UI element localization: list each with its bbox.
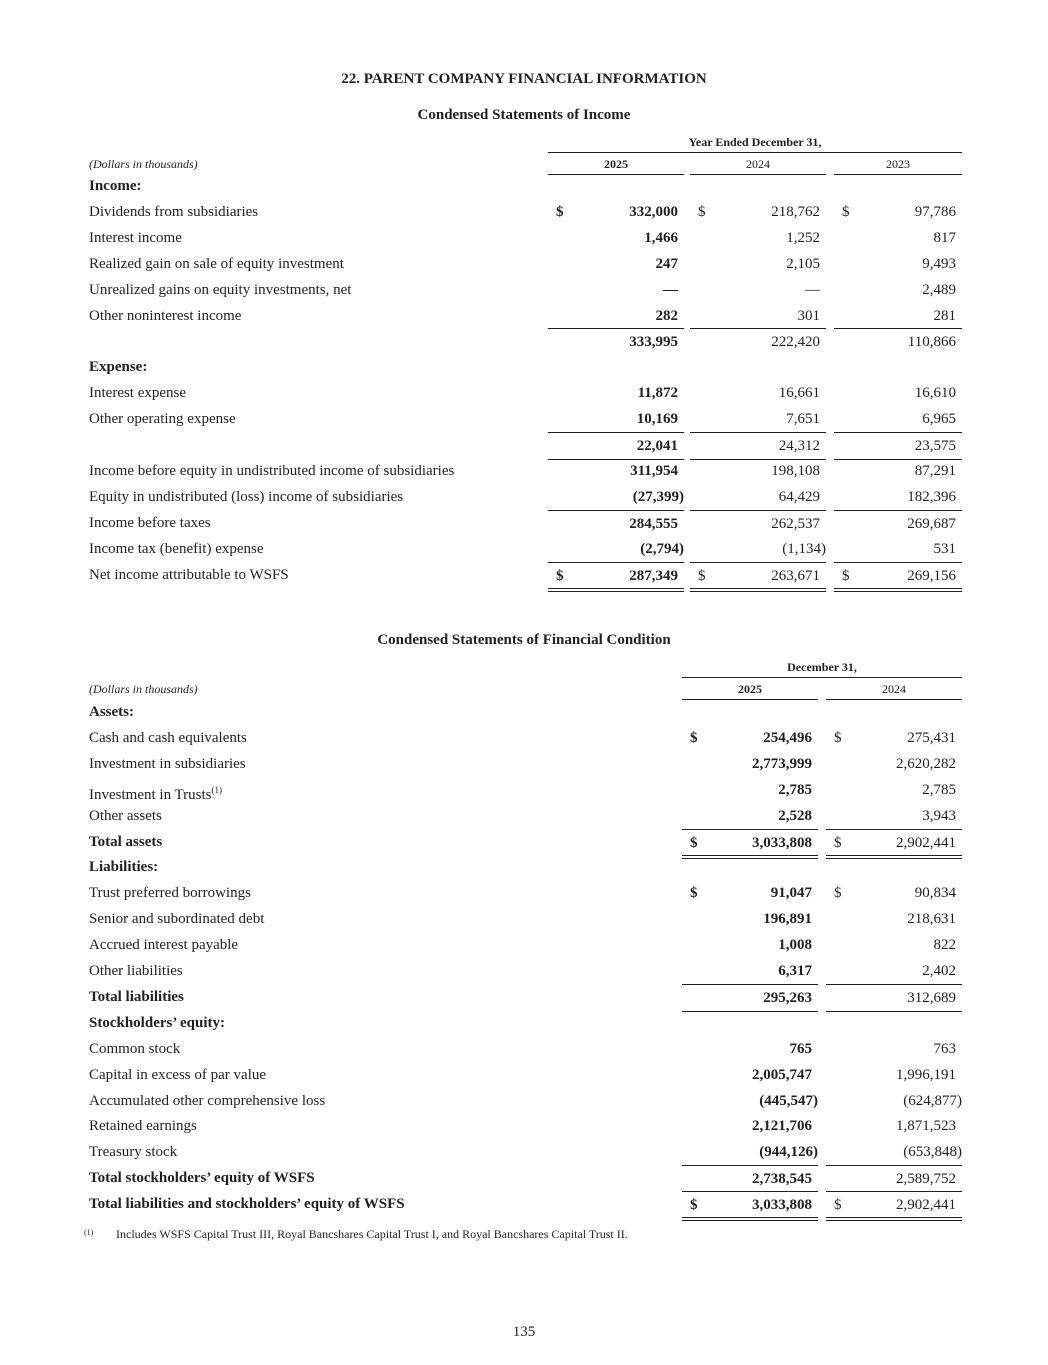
section-title: 22. PARENT COMPANY FINANCIAL INFORMATION [341,71,707,87]
cell-value: 2,589,752 [896,1171,956,1188]
cell-value: 2,005,747 [752,1066,812,1083]
cell-value: 218,762 [771,203,820,220]
income-units-label: (Dollars in thousands) [89,157,198,171]
row-label [89,699,134,725]
cell-value: 1,996,191 [896,1066,956,1083]
table-row [0,932,1048,958]
row-label [89,1113,197,1139]
condition-statement-title: Condensed Statements of Financial Condition [377,632,671,648]
cell-value: (27,399) [632,488,684,505]
row-label [89,880,251,906]
cell-value: 2,785 [778,781,812,798]
row-label [89,484,403,510]
row-label [89,958,183,984]
value-cell-2024 [826,777,962,803]
value-cell-2025 [548,277,684,303]
cell-value: 284,555 [629,515,678,532]
table-row [0,803,1048,829]
value-cell-2024 [690,484,826,510]
table-row [0,958,1048,984]
row-label-text: Income before equity in undistributed income of subsidiaries [89,462,455,479]
value-cell-2025 [548,225,684,251]
currency-symbol: $ [556,567,564,584]
cell-value: 6,965 [922,411,956,428]
cell-value: 7,651 [786,411,820,428]
footnote-text: Includes WSFS Capital Trust III, Royal Bancshares Capital Trust I, and Royal Bancshares Capital Trust II. [116,1227,628,1241]
currency-symbol: $ [834,834,842,851]
row-label [89,536,264,562]
table-row [0,1139,1048,1165]
cell-value: 218,631 [907,911,956,928]
value-cell-2023 [834,484,962,510]
income-statement-title: Condensed Statements of Income [417,107,631,123]
row-label-text: Realized gain on sale of equity investment [89,255,344,272]
value-cell-2023 [834,536,962,562]
table-row [0,303,1048,329]
income-year-2024: 2024 [746,157,770,171]
value-cell-2024 [826,751,962,777]
table-row [0,406,1048,432]
cell-value: 11,872 [637,385,678,402]
cell-value: 222,420 [771,334,820,351]
cell-value: 90,834 [914,885,956,902]
value-cell-2024 [690,303,826,329]
cell-value: 2,773,999 [752,755,812,772]
value-cell-2023 [834,328,962,354]
cell-value: 281 [933,307,956,324]
cell-value: 282 [655,307,678,324]
row-label-text: Income before taxes [89,514,211,531]
cell-value: 269,687 [907,515,956,532]
row-label-text: Cash and cash equivalents [89,729,247,746]
value-cell-2025 [682,1139,818,1165]
row-label [89,1036,180,1062]
cell-value: (1,134) [782,540,826,557]
value-cell-2024 [826,1191,962,1221]
value-cell-2025 [682,803,818,829]
cell-value: 822 [933,937,956,954]
row-label [89,251,344,277]
value-cell-2025 [682,906,818,932]
value-cell-2025 [682,1062,818,1088]
row-label-text: Investment in Trusts [89,786,212,803]
row-label-text: Assets: [89,704,134,720]
value-cell-2025 [548,406,684,432]
cell-value: 312,689 [907,989,956,1006]
cell-value: 531 [933,540,956,557]
value-cell-2024 [690,510,826,536]
row-label [89,458,454,484]
income-period-header: Year Ended December 31, [688,135,822,149]
value-cell-2025 [682,1165,818,1191]
cell-value: 64,429 [778,488,820,505]
cell-value: 1,008 [778,937,812,954]
cell-value: (2,794) [640,540,684,557]
condition-year-2024: 2024 [882,682,906,696]
row-label [89,225,182,251]
section-heading-row [0,1010,1048,1036]
row-label [89,751,246,777]
cell-value: 2,489 [922,281,956,298]
value-cell-2023 [834,277,962,303]
header-rule [682,677,962,678]
cell-value: (653,848) [903,1144,962,1161]
value-cell-2025 [548,251,684,277]
row-label [89,199,258,225]
value-cell-2024 [690,251,826,277]
value-cell-2024 [826,906,962,932]
table-row [0,432,1048,458]
value-cell-2025 [682,984,818,1012]
value-cell-2025 [682,932,818,958]
row-label-text: Other noninterest income [89,307,242,324]
section-heading-row [0,699,1048,725]
value-cell-2023 [834,303,962,329]
cell-value: 87,291 [914,462,956,479]
value-cell-2023 [834,510,962,536]
row-label [89,803,162,829]
value-cell-2024 [826,984,962,1012]
table-row [0,984,1048,1010]
row-label [89,380,186,406]
value-cell-2025 [682,777,818,803]
cell-value: 9,493 [922,255,956,272]
section-heading-row [0,854,1048,880]
cell-value: 1,871,523 [896,1118,956,1135]
table-row [0,1165,1048,1191]
table-row [0,277,1048,303]
value-cell-2023 [834,432,962,460]
value-cell-2024 [826,880,962,906]
value-cell-2023 [834,406,962,432]
section-heading-row [0,173,1048,199]
row-label [89,1139,177,1165]
value-cell-2024 [690,458,826,484]
income-year-2023: 2023 [886,157,910,171]
value-cell-2024 [690,225,826,251]
value-cell-2024 [690,406,826,432]
footnote-reference: (1) [211,784,223,795]
value-cell-2024 [826,958,962,984]
table-row [0,1113,1048,1139]
currency-symbol: $ [690,1197,698,1214]
table-row [0,380,1048,406]
value-cell-2024 [690,562,826,592]
value-cell-2025 [682,958,818,984]
row-label-text: Total assets [89,833,163,850]
row-label-text: Total stockholders’ equity of WSFS [89,1170,315,1187]
value-cell-2024 [826,1139,962,1165]
cell-value: 269,156 [907,567,956,584]
value-cell-2024 [690,380,826,406]
cell-value: 2,785 [922,781,956,798]
cell-value: (445,547) [759,1092,818,1109]
cell-value: 2,902,441 [896,834,956,851]
row-label-text: Equity in undistributed (loss) income of subsidiaries [89,488,404,505]
row-label-text: Total liabilities and stockholders’ equity of WSFS [89,1196,405,1213]
currency-symbol: $ [842,567,850,584]
cell-value: 2,902,441 [896,1197,956,1214]
value-cell-2024 [826,932,962,958]
cell-value: 254,496 [763,729,812,746]
footnote-marker: (1) [84,1228,94,1237]
value-cell-2025 [548,432,684,460]
cell-value: 311,954 [630,462,678,479]
value-cell-2025 [682,725,818,751]
cell-value: 3,943 [922,807,956,824]
table-row [0,536,1048,562]
table-row [0,251,1048,277]
row-label [89,1010,225,1036]
value-cell-2024 [690,536,826,562]
row-label-text: Interest expense [89,385,187,402]
value-cell-2025 [682,1088,818,1114]
cell-value: 23,575 [914,438,956,454]
value-cell-2024 [826,725,962,751]
cell-value: 2,738,545 [752,1171,812,1188]
row-label [89,406,236,432]
condition-period-header: December 31, [787,660,857,674]
value-cell-2024 [826,1088,962,1114]
cell-value: 97,786 [914,203,956,220]
row-label-text: Unrealized gains on equity investments, net [89,281,352,298]
value-cell-2025 [548,536,684,562]
cell-value: — [805,281,820,298]
row-label [89,510,211,536]
row-label-text: Common stock [89,1040,181,1057]
cell-value: 3,033,808 [752,1197,812,1214]
table-row [0,510,1048,536]
currency-symbol: $ [834,1197,842,1214]
table-row [0,777,1048,803]
cell-value: 763 [933,1040,956,1057]
value-cell-2024 [826,1062,962,1088]
row-label-text: Capital in excess of par value [89,1066,267,1083]
value-cell-2023 [834,458,962,484]
page-number: 135 [512,1324,536,1340]
value-cell-2025 [682,751,818,777]
table-row [0,1062,1048,1088]
value-cell-2025 [682,1191,818,1221]
cell-value: 295,263 [763,989,812,1006]
cell-value: 287,349 [629,567,678,584]
row-label [89,1165,315,1191]
currency-symbol: $ [834,729,842,746]
cell-value: 262,537 [771,515,820,532]
row-label [89,303,241,329]
value-cell-2025 [682,1036,818,1062]
row-label-text: Trust preferred borrowings [89,885,251,902]
currency-symbol: $ [698,203,706,220]
row-label [89,277,351,303]
cell-value: 817 [933,229,956,246]
cell-value: (944,126) [759,1144,818,1161]
row-label [89,725,247,751]
cell-value: 2,620,282 [896,755,956,772]
value-cell-2025 [548,510,684,536]
value-cell-2025 [548,303,684,329]
cell-value: 2,402 [922,963,956,979]
row-label-text: Treasury stock [89,1144,178,1161]
table-row [0,458,1048,484]
row-label-text: Income tax (benefit) expense [89,540,264,557]
currency-symbol: $ [690,729,698,746]
cell-value: — [663,281,678,298]
currency-symbol: $ [842,203,850,220]
row-label-text: Net income attributable to WSFS [89,566,289,583]
value-cell-2025 [548,484,684,510]
value-cell-2024 [826,1036,962,1062]
cell-value: 91,047 [770,885,812,902]
row-label-text: Liabilities: [89,859,159,876]
table-row [0,225,1048,251]
cell-value: 1,252 [786,229,820,246]
condition-units-label: (Dollars in thousands) [89,682,198,696]
row-label-text: Other operating expense [89,411,236,428]
cell-value: 1,466 [644,229,678,246]
value-cell-2024 [690,432,826,460]
row-label [89,1191,405,1217]
table-row [0,328,1048,354]
cell-value: 16,661 [778,385,820,402]
value-cell-2023 [834,199,962,225]
row-label-text: Other liabilities [89,963,183,979]
cell-value: 196,891 [763,911,812,928]
row-label [89,173,142,199]
row-label-text: Senior and subordinated debt [89,911,265,928]
value-cell-2023 [834,380,962,406]
row-label-text: Retained earnings [89,1118,197,1135]
income-year-2025: 2025 [604,157,628,171]
value-cell-2023 [834,251,962,277]
table-row [0,725,1048,751]
row-label-text: Other assets [89,807,162,824]
table-row [0,751,1048,777]
row-label [89,354,147,380]
row-label [89,932,238,958]
cell-value: 2,121,706 [752,1118,812,1135]
table-row [0,562,1048,588]
cell-value: (624,877) [903,1092,962,1109]
row-label-text: Accumulated other comprehensive loss [89,1092,326,1109]
row-label [89,854,158,880]
table-row [0,199,1048,225]
value-cell-2024 [826,1165,962,1191]
table-row [0,906,1048,932]
cell-value: 24,312 [778,438,820,454]
cell-value: 10,169 [636,411,678,428]
value-cell-2024 [826,1113,962,1139]
cell-value: 182,396 [907,488,956,505]
cell-value: 2,105 [786,255,820,272]
cell-value: 263,671 [771,567,820,584]
cell-value: 301 [797,307,820,324]
table-row [0,880,1048,906]
value-cell-2024 [826,803,962,829]
currency-symbol: $ [690,885,698,902]
row-label [89,1062,266,1088]
value-cell-2025 [682,880,818,906]
section-heading-row [0,354,1048,380]
table-row [0,1191,1048,1217]
value-cell-2023 [834,562,962,592]
cell-value: 16,610 [914,385,956,402]
cell-value: 332,000 [629,203,678,220]
row-label [89,829,162,855]
cell-value: 3,033,808 [752,834,812,851]
currency-symbol: $ [834,885,842,902]
value-cell-2023 [834,225,962,251]
value-cell-2024 [690,277,826,303]
cell-value: 6,317 [778,963,812,979]
cell-value: 247 [655,255,678,272]
table-row [0,1088,1048,1114]
value-cell-2024 [690,328,826,354]
value-cell-2025 [548,199,684,225]
table-row [0,484,1048,510]
row-label-text: Interest income [89,229,182,246]
cell-value: 198,108 [771,462,820,479]
row-label-text: Investment in subsidiaries [89,755,246,772]
row-label [89,906,264,932]
row-label-text: Expense: [89,359,148,376]
currency-symbol: $ [690,834,698,851]
header-rule [548,152,962,153]
row-label-text: Dividends from subsidiaries [89,203,259,220]
value-cell-2025 [548,328,684,354]
currency-symbol: $ [698,567,706,584]
cell-value: 2,528 [778,807,812,824]
cell-value: 765 [789,1040,812,1057]
cell-value: 110,866 [907,334,956,351]
cell-value: 22,041 [636,438,678,454]
row-label [89,1088,325,1114]
cell-value: 275,431 [907,729,956,746]
row-label-text: Accrued interest payable [89,937,239,954]
currency-symbol: $ [556,203,564,220]
table-row [0,829,1048,855]
row-label [89,562,289,588]
table-row [0,1036,1048,1062]
value-cell-2025 [548,562,684,592]
row-label-text: Total liabilities [89,988,184,1005]
value-cell-2024 [690,199,826,225]
value-cell-2025 [548,380,684,406]
value-cell-2025 [548,458,684,484]
row-label [89,984,184,1010]
value-cell-2025 [682,1113,818,1139]
row-label-text: Stockholders’ equity: [89,1014,225,1031]
row-label-text: Income: [89,178,142,194]
condition-year-2025: 2025 [738,682,762,696]
cell-value: 333,995 [629,334,678,351]
